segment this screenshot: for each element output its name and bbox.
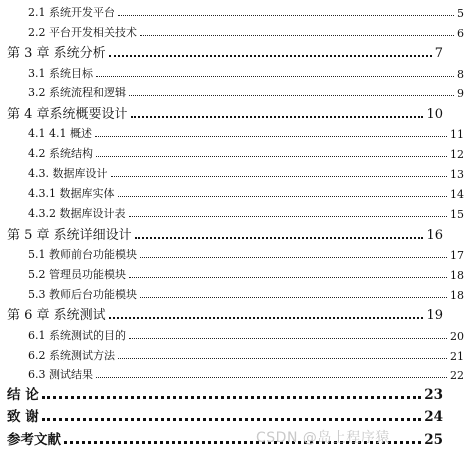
- toc-entry-3-1[interactable]: [0, 65, 464, 81]
- toc-entry-title: 4.3. 数据库设计: [28, 167, 108, 180]
- toc-entry-page: 18: [450, 269, 464, 282]
- toc-chapter-page: 7: [434, 46, 443, 61]
- toc-entry-5-1[interactable]: [0, 246, 464, 262]
- dot-leader: [129, 95, 454, 96]
- toc-chapter-title: 第 3 章 系统分析: [7, 46, 106, 61]
- toc-entry-page: 17: [450, 249, 464, 262]
- dot-leader: [96, 76, 454, 77]
- toc-entry-page: 22: [450, 369, 464, 382]
- watermark: CSDN @岛上程序猿: [256, 430, 390, 446]
- toc-chapter-page: 19: [426, 308, 443, 323]
- toc-entry-6-3[interactable]: [0, 366, 464, 382]
- toc-entry-4-2[interactable]: [0, 145, 464, 161]
- toc-entry-title: 5.3 教师后台功能模块: [28, 288, 137, 301]
- dot-leader: [42, 418, 422, 421]
- toc-entry-title: 4.2 系统结构: [28, 147, 93, 160]
- toc-entry-5-3[interactable]: [0, 286, 464, 302]
- toc-conclusion[interactable]: [0, 385, 443, 403]
- toc-entry-title: 6.3 测试结果: [28, 368, 93, 381]
- toc-entry-2-2[interactable]: [0, 24, 464, 40]
- toc-entry-page: 15: [450, 208, 464, 221]
- toc-entry-title: 5.2 管理员功能模块: [28, 268, 126, 281]
- toc-chapter-title: 第 4 章系统概要设计: [7, 107, 128, 122]
- toc-entry-page: 8: [457, 68, 464, 81]
- toc-chapter-4[interactable]: [0, 104, 443, 122]
- toc-entry-title: 4.1 4.1 概述: [28, 127, 92, 140]
- toc-chapter-6[interactable]: [0, 305, 443, 323]
- toc-entry-page: 9: [457, 87, 464, 100]
- toc-entry-page: 14: [450, 188, 464, 201]
- toc-entry-title: 6.1 系统测试的目的: [28, 329, 126, 342]
- dot-leader: [129, 338, 447, 339]
- toc-entry-page: 21: [450, 350, 464, 363]
- dot-leader: [96, 156, 447, 157]
- toc-entry-page: 13: [450, 168, 464, 181]
- toc-entry-title: 3.1 系统目标: [28, 67, 93, 80]
- toc-chapter-page: 16: [426, 228, 443, 243]
- dot-leader: [95, 136, 447, 137]
- toc-entry-title: 2.2 平台开发相关技术: [28, 26, 137, 39]
- toc-entry-title: 3.2 系统流程和逻辑: [28, 86, 126, 99]
- toc-entry-page: 5: [457, 7, 464, 20]
- dot-leader: [118, 358, 447, 359]
- toc-chapter-3[interactable]: [0, 43, 443, 61]
- toc-references-title: 参考文献: [7, 432, 61, 448]
- toc-entry-3-2[interactable]: [0, 84, 464, 100]
- toc-entry-6-2[interactable]: [0, 347, 464, 363]
- dot-leader: [118, 15, 454, 16]
- toc-conclusion-page: 23: [424, 387, 443, 403]
- toc-entry-page: 18: [450, 289, 464, 302]
- toc-acknowledgements[interactable]: [0, 407, 443, 425]
- dot-leader: [140, 257, 447, 258]
- toc-references-page: 25: [424, 432, 443, 448]
- dot-leader: [109, 317, 424, 319]
- dot-leader: [96, 377, 447, 378]
- toc-entry-page: 20: [450, 330, 464, 343]
- dot-leader: [131, 116, 424, 118]
- dot-leader: [111, 176, 448, 177]
- toc-entry-title: 5.1 教师前台功能模块: [28, 248, 137, 261]
- toc-entry-title: 4.3.2 数据库设计表: [28, 207, 126, 220]
- toc-entry-page: 11: [450, 128, 464, 141]
- toc-acknowledgements-title: 致 谢: [7, 409, 39, 425]
- toc-entry-title: 2.1 系统开发平台: [28, 6, 115, 19]
- toc-entry-4-3-2[interactable]: [0, 205, 464, 221]
- toc-entry-title: 4.3.1 数据库实体: [28, 187, 115, 200]
- toc-acknowledgements-page: 24: [424, 409, 443, 425]
- toc-entry-4-3-1[interactable]: [0, 185, 464, 201]
- toc-chapter-5[interactable]: [0, 225, 443, 243]
- dot-leader: [42, 396, 422, 399]
- dot-leader: [140, 297, 447, 298]
- toc-entry-4-3[interactable]: [0, 165, 464, 181]
- dot-leader: [135, 237, 424, 239]
- toc-entry-page: 6: [457, 27, 464, 40]
- toc-entry-2-1[interactable]: [0, 4, 464, 20]
- dot-leader: [129, 277, 447, 278]
- toc-entry-page: 12: [450, 148, 464, 161]
- toc-entry-6-1[interactable]: [0, 327, 464, 343]
- toc-entry-5-2[interactable]: [0, 266, 464, 282]
- dot-leader: [129, 216, 448, 217]
- toc-conclusion-title: 结 论: [7, 387, 39, 403]
- toc-chapter-page: 10: [426, 107, 443, 122]
- dot-leader: [140, 35, 454, 36]
- toc-entry-4-1[interactable]: [0, 125, 464, 141]
- toc-chapter-title: 第 6 章 系统测试: [7, 308, 106, 323]
- toc-chapter-title: 第 5 章 系统详细设计: [7, 228, 132, 243]
- dot-leader: [109, 55, 432, 57]
- toc-entry-title: 6.2 系统测试方法: [28, 349, 115, 362]
- dot-leader: [118, 196, 448, 197]
